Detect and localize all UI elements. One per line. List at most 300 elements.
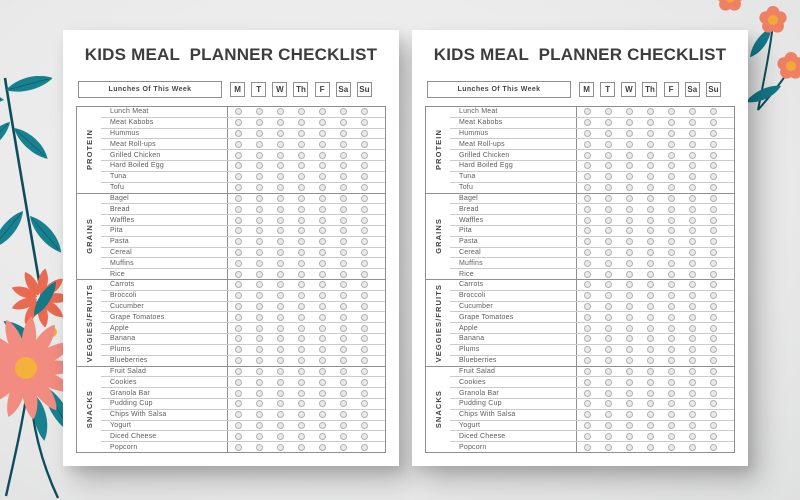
meal-checkbox[interactable]	[319, 357, 326, 364]
meal-checkbox[interactable]	[340, 206, 347, 213]
meal-checkbox[interactable]	[647, 217, 654, 224]
meal-checkbox[interactable]	[605, 281, 612, 288]
meal-checkbox[interactable]	[605, 206, 612, 213]
meal-checkbox[interactable]	[626, 206, 633, 213]
meal-checkbox[interactable]	[605, 292, 612, 299]
meal-checkbox[interactable]	[605, 379, 612, 386]
meal-checkbox[interactable]	[235, 411, 242, 418]
meal-checkbox[interactable]	[584, 238, 591, 245]
meal-checkbox[interactable]	[689, 206, 696, 213]
meal-checkbox[interactable]	[319, 108, 326, 115]
meal-checkbox[interactable]	[235, 119, 242, 126]
meal-checkbox[interactable]	[668, 281, 675, 288]
meal-checkbox[interactable]	[668, 444, 675, 451]
meal-checkbox[interactable]	[626, 141, 633, 148]
meal-checkbox[interactable]	[298, 206, 305, 213]
meal-checkbox[interactable]	[584, 227, 591, 234]
meal-checkbox[interactable]	[277, 433, 284, 440]
meal-checkbox[interactable]	[584, 390, 591, 397]
meal-checkbox[interactable]	[647, 292, 654, 299]
meal-checkbox[interactable]	[626, 422, 633, 429]
meal-checkbox[interactable]	[256, 249, 263, 256]
meal-checkbox[interactable]	[340, 357, 347, 364]
meal-checkbox[interactable]	[277, 119, 284, 126]
meal-checkbox[interactable]	[647, 390, 654, 397]
meal-checkbox[interactable]	[605, 108, 612, 115]
meal-checkbox[interactable]	[319, 335, 326, 342]
meal-checkbox[interactable]	[277, 357, 284, 364]
meal-checkbox[interactable]	[668, 119, 675, 126]
meal-checkbox[interactable]	[340, 130, 347, 137]
meal-checkbox[interactable]	[319, 281, 326, 288]
meal-checkbox[interactable]	[647, 141, 654, 148]
meal-checkbox[interactable]	[235, 184, 242, 191]
meal-checkbox[interactable]	[584, 195, 591, 202]
meal-checkbox[interactable]	[626, 390, 633, 397]
meal-checkbox[interactable]	[256, 390, 263, 397]
meal-checkbox[interactable]	[689, 379, 696, 386]
meal-checkbox[interactable]	[361, 260, 368, 267]
meal-checkbox[interactable]	[647, 411, 654, 418]
meal-checkbox[interactable]	[647, 152, 654, 159]
meal-checkbox[interactable]	[689, 303, 696, 310]
meal-checkbox[interactable]	[626, 108, 633, 115]
meal-checkbox[interactable]	[626, 314, 633, 321]
meal-checkbox[interactable]	[647, 433, 654, 440]
meal-checkbox[interactable]	[647, 335, 654, 342]
meal-checkbox[interactable]	[277, 346, 284, 353]
meal-checkbox[interactable]	[361, 357, 368, 364]
meal-checkbox[interactable]	[584, 444, 591, 451]
meal-checkbox[interactable]	[256, 314, 263, 321]
meal-checkbox[interactable]	[584, 314, 591, 321]
meal-checkbox[interactable]	[235, 217, 242, 224]
meal-checkbox[interactable]	[361, 271, 368, 278]
meal-checkbox[interactable]	[361, 227, 368, 234]
meal-checkbox[interactable]	[256, 141, 263, 148]
meal-checkbox[interactable]	[626, 271, 633, 278]
meal-checkbox[interactable]	[647, 281, 654, 288]
meal-checkbox[interactable]	[256, 433, 263, 440]
meal-checkbox[interactable]	[277, 108, 284, 115]
meal-checkbox[interactable]	[256, 444, 263, 451]
meal-checkbox[interactable]	[277, 173, 284, 180]
meal-checkbox[interactable]	[626, 400, 633, 407]
meal-checkbox[interactable]	[319, 325, 326, 332]
meal-checkbox[interactable]	[605, 444, 612, 451]
meal-checkbox[interactable]	[689, 141, 696, 148]
meal-checkbox[interactable]	[298, 346, 305, 353]
meal-checkbox[interactable]	[710, 346, 717, 353]
meal-checkbox[interactable]	[361, 379, 368, 386]
meal-checkbox[interactable]	[626, 260, 633, 267]
meal-checkbox[interactable]	[584, 368, 591, 375]
meal-checkbox[interactable]	[340, 281, 347, 288]
meal-checkbox[interactable]	[647, 260, 654, 267]
meal-checkbox[interactable]	[235, 390, 242, 397]
meal-checkbox[interactable]	[584, 303, 591, 310]
meal-checkbox[interactable]	[710, 433, 717, 440]
meal-checkbox[interactable]	[689, 162, 696, 169]
meal-checkbox[interactable]	[277, 152, 284, 159]
meal-checkbox[interactable]	[668, 422, 675, 429]
meal-checkbox[interactable]	[361, 162, 368, 169]
meal-checkbox[interactable]	[626, 195, 633, 202]
meal-checkbox[interactable]	[584, 357, 591, 364]
meal-checkbox[interactable]	[235, 325, 242, 332]
meal-checkbox[interactable]	[584, 130, 591, 137]
meal-checkbox[interactable]	[626, 249, 633, 256]
meal-checkbox[interactable]	[584, 411, 591, 418]
meal-checkbox[interactable]	[689, 314, 696, 321]
meal-checkbox[interactable]	[277, 325, 284, 332]
meal-checkbox[interactable]	[319, 227, 326, 234]
meal-checkbox[interactable]	[298, 227, 305, 234]
meal-checkbox[interactable]	[256, 130, 263, 137]
meal-checkbox[interactable]	[319, 173, 326, 180]
meal-checkbox[interactable]	[626, 303, 633, 310]
meal-checkbox[interactable]	[319, 217, 326, 224]
meal-checkbox[interactable]	[689, 368, 696, 375]
meal-checkbox[interactable]	[647, 173, 654, 180]
meal-checkbox[interactable]	[689, 357, 696, 364]
meal-checkbox[interactable]	[584, 249, 591, 256]
meal-checkbox[interactable]	[710, 260, 717, 267]
meal-checkbox[interactable]	[361, 184, 368, 191]
meal-checkbox[interactable]	[298, 433, 305, 440]
meal-checkbox[interactable]	[319, 314, 326, 321]
meal-checkbox[interactable]	[319, 379, 326, 386]
meal-checkbox[interactable]	[235, 346, 242, 353]
meal-checkbox[interactable]	[361, 314, 368, 321]
meal-checkbox[interactable]	[256, 227, 263, 234]
meal-checkbox[interactable]	[277, 195, 284, 202]
meal-checkbox[interactable]	[647, 379, 654, 386]
meal-checkbox[interactable]	[668, 400, 675, 407]
meal-checkbox[interactable]	[298, 195, 305, 202]
meal-checkbox[interactable]	[668, 303, 675, 310]
meal-checkbox[interactable]	[668, 368, 675, 375]
meal-checkbox[interactable]	[361, 173, 368, 180]
meal-checkbox[interactable]	[361, 206, 368, 213]
meal-checkbox[interactable]	[689, 281, 696, 288]
meal-checkbox[interactable]	[340, 152, 347, 159]
meal-checkbox[interactable]	[689, 346, 696, 353]
meal-checkbox[interactable]	[584, 335, 591, 342]
meal-checkbox[interactable]	[235, 141, 242, 148]
meal-checkbox[interactable]	[647, 357, 654, 364]
meal-checkbox[interactable]	[340, 119, 347, 126]
meal-checkbox[interactable]	[277, 281, 284, 288]
meal-checkbox[interactable]	[647, 422, 654, 429]
meal-checkbox[interactable]	[668, 206, 675, 213]
meal-checkbox[interactable]	[235, 195, 242, 202]
meal-checkbox[interactable]	[277, 411, 284, 418]
meal-checkbox[interactable]	[584, 260, 591, 267]
meal-checkbox[interactable]	[626, 411, 633, 418]
meal-checkbox[interactable]	[710, 217, 717, 224]
meal-checkbox[interactable]	[668, 217, 675, 224]
meal-checkbox[interactable]	[605, 346, 612, 353]
meal-checkbox[interactable]	[710, 411, 717, 418]
meal-checkbox[interactable]	[361, 249, 368, 256]
meal-checkbox[interactable]	[298, 325, 305, 332]
meal-checkbox[interactable]	[298, 173, 305, 180]
meal-checkbox[interactable]	[710, 422, 717, 429]
meal-checkbox[interactable]	[319, 249, 326, 256]
meal-checkbox[interactable]	[605, 141, 612, 148]
meal-checkbox[interactable]	[340, 249, 347, 256]
meal-checkbox[interactable]	[298, 217, 305, 224]
meal-checkbox[interactable]	[626, 346, 633, 353]
meal-checkbox[interactable]	[689, 184, 696, 191]
meal-checkbox[interactable]	[647, 325, 654, 332]
meal-checkbox[interactable]	[605, 325, 612, 332]
meal-checkbox[interactable]	[647, 346, 654, 353]
meal-checkbox[interactable]	[647, 303, 654, 310]
meal-checkbox[interactable]	[584, 206, 591, 213]
meal-checkbox[interactable]	[319, 260, 326, 267]
meal-checkbox[interactable]	[298, 260, 305, 267]
meal-checkbox[interactable]	[710, 379, 717, 386]
meal-checkbox[interactable]	[340, 335, 347, 342]
meal-checkbox[interactable]	[298, 152, 305, 159]
meal-checkbox[interactable]	[298, 271, 305, 278]
meal-checkbox[interactable]	[235, 271, 242, 278]
meal-checkbox[interactable]	[710, 292, 717, 299]
meal-checkbox[interactable]	[235, 227, 242, 234]
meal-checkbox[interactable]	[277, 422, 284, 429]
meal-checkbox[interactable]	[340, 162, 347, 169]
meal-checkbox[interactable]	[361, 422, 368, 429]
meal-checkbox[interactable]	[710, 108, 717, 115]
meal-checkbox[interactable]	[277, 184, 284, 191]
meal-checkbox[interactable]	[340, 292, 347, 299]
meal-checkbox[interactable]	[361, 238, 368, 245]
meal-checkbox[interactable]	[319, 444, 326, 451]
meal-checkbox[interactable]	[340, 303, 347, 310]
meal-checkbox[interactable]	[605, 119, 612, 126]
meal-checkbox[interactable]	[319, 422, 326, 429]
meal-checkbox[interactable]	[235, 206, 242, 213]
meal-checkbox[interactable]	[605, 422, 612, 429]
meal-checkbox[interactable]	[647, 162, 654, 169]
meal-checkbox[interactable]	[235, 292, 242, 299]
meal-checkbox[interactable]	[584, 281, 591, 288]
meal-checkbox[interactable]	[626, 335, 633, 342]
meal-checkbox[interactable]	[361, 335, 368, 342]
meal-checkbox[interactable]	[319, 195, 326, 202]
meal-checkbox[interactable]	[584, 346, 591, 353]
meal-checkbox[interactable]	[710, 162, 717, 169]
meal-checkbox[interactable]	[626, 130, 633, 137]
meal-checkbox[interactable]	[668, 325, 675, 332]
meal-checkbox[interactable]	[235, 368, 242, 375]
meal-checkbox[interactable]	[584, 217, 591, 224]
meal-checkbox[interactable]	[235, 422, 242, 429]
meal-checkbox[interactable]	[319, 368, 326, 375]
meal-checkbox[interactable]	[647, 314, 654, 321]
meal-checkbox[interactable]	[361, 130, 368, 137]
meal-checkbox[interactable]	[340, 227, 347, 234]
meal-checkbox[interactable]	[340, 108, 347, 115]
meal-checkbox[interactable]	[361, 281, 368, 288]
meal-checkbox[interactable]	[298, 281, 305, 288]
meal-checkbox[interactable]	[256, 335, 263, 342]
meal-checkbox[interactable]	[626, 357, 633, 364]
meal-checkbox[interactable]	[319, 411, 326, 418]
meal-checkbox[interactable]	[256, 173, 263, 180]
meal-checkbox[interactable]	[277, 400, 284, 407]
meal-checkbox[interactable]	[626, 184, 633, 191]
meal-checkbox[interactable]	[340, 346, 347, 353]
meal-checkbox[interactable]	[689, 173, 696, 180]
meal-checkbox[interactable]	[298, 444, 305, 451]
meal-checkbox[interactable]	[235, 335, 242, 342]
meal-checkbox[interactable]	[668, 141, 675, 148]
meal-checkbox[interactable]	[319, 346, 326, 353]
meal-checkbox[interactable]	[605, 227, 612, 234]
meal-checkbox[interactable]	[361, 346, 368, 353]
meal-checkbox[interactable]	[235, 249, 242, 256]
meal-checkbox[interactable]	[626, 368, 633, 375]
meal-checkbox[interactable]	[298, 238, 305, 245]
meal-checkbox[interactable]	[340, 141, 347, 148]
meal-checkbox[interactable]	[256, 422, 263, 429]
meal-checkbox[interactable]	[710, 119, 717, 126]
meal-checkbox[interactable]	[584, 162, 591, 169]
meal-checkbox[interactable]	[710, 238, 717, 245]
meal-checkbox[interactable]	[605, 400, 612, 407]
meal-checkbox[interactable]	[668, 411, 675, 418]
meal-checkbox[interactable]	[235, 433, 242, 440]
meal-checkbox[interactable]	[605, 314, 612, 321]
meal-checkbox[interactable]	[235, 400, 242, 407]
meal-checkbox[interactable]	[235, 314, 242, 321]
meal-checkbox[interactable]	[689, 119, 696, 126]
meal-checkbox[interactable]	[710, 141, 717, 148]
meal-checkbox[interactable]	[626, 119, 633, 126]
meal-checkbox[interactable]	[710, 281, 717, 288]
meal-checkbox[interactable]	[710, 130, 717, 137]
meal-checkbox[interactable]	[689, 130, 696, 137]
meal-checkbox[interactable]	[626, 292, 633, 299]
meal-checkbox[interactable]	[647, 238, 654, 245]
meal-checkbox[interactable]	[647, 119, 654, 126]
meal-checkbox[interactable]	[668, 249, 675, 256]
meal-checkbox[interactable]	[626, 217, 633, 224]
meal-checkbox[interactable]	[710, 357, 717, 364]
meal-checkbox[interactable]	[277, 390, 284, 397]
meal-checkbox[interactable]	[256, 292, 263, 299]
meal-checkbox[interactable]	[605, 390, 612, 397]
meal-checkbox[interactable]	[689, 335, 696, 342]
meal-checkbox[interactable]	[361, 292, 368, 299]
meal-checkbox[interactable]	[340, 325, 347, 332]
meal-checkbox[interactable]	[361, 400, 368, 407]
meal-checkbox[interactable]	[298, 400, 305, 407]
meal-checkbox[interactable]	[584, 173, 591, 180]
meal-checkbox[interactable]	[668, 162, 675, 169]
meal-checkbox[interactable]	[710, 314, 717, 321]
meal-checkbox[interactable]	[319, 162, 326, 169]
meal-checkbox[interactable]	[668, 346, 675, 353]
meal-checkbox[interactable]	[605, 335, 612, 342]
meal-checkbox[interactable]	[584, 271, 591, 278]
meal-checkbox[interactable]	[298, 130, 305, 137]
meal-checkbox[interactable]	[361, 141, 368, 148]
meal-checkbox[interactable]	[361, 152, 368, 159]
meal-checkbox[interactable]	[361, 325, 368, 332]
meal-checkbox[interactable]	[361, 119, 368, 126]
meal-checkbox[interactable]	[298, 303, 305, 310]
meal-checkbox[interactable]	[584, 379, 591, 386]
meal-checkbox[interactable]	[584, 119, 591, 126]
meal-checkbox[interactable]	[710, 390, 717, 397]
meal-checkbox[interactable]	[710, 271, 717, 278]
meal-checkbox[interactable]	[584, 400, 591, 407]
meal-checkbox[interactable]	[340, 184, 347, 191]
meal-checkbox[interactable]	[340, 314, 347, 321]
meal-checkbox[interactable]	[256, 271, 263, 278]
meal-checkbox[interactable]	[689, 411, 696, 418]
meal-checkbox[interactable]	[256, 325, 263, 332]
meal-checkbox[interactable]	[689, 249, 696, 256]
meal-checkbox[interactable]	[319, 206, 326, 213]
meal-checkbox[interactable]	[340, 433, 347, 440]
meal-checkbox[interactable]	[256, 184, 263, 191]
meal-checkbox[interactable]	[361, 217, 368, 224]
meal-checkbox[interactable]	[605, 303, 612, 310]
meal-checkbox[interactable]	[319, 141, 326, 148]
meal-checkbox[interactable]	[605, 184, 612, 191]
meal-checkbox[interactable]	[647, 130, 654, 137]
meal-checkbox[interactable]	[647, 368, 654, 375]
meal-checkbox[interactable]	[689, 444, 696, 451]
meal-checkbox[interactable]	[605, 217, 612, 224]
meal-checkbox[interactable]	[298, 411, 305, 418]
meal-checkbox[interactable]	[710, 400, 717, 407]
meal-checkbox[interactable]	[340, 411, 347, 418]
meal-checkbox[interactable]	[256, 162, 263, 169]
meal-checkbox[interactable]	[235, 173, 242, 180]
meal-checkbox[interactable]	[710, 227, 717, 234]
meal-checkbox[interactable]	[340, 195, 347, 202]
meal-checkbox[interactable]	[256, 346, 263, 353]
meal-checkbox[interactable]	[710, 206, 717, 213]
meal-checkbox[interactable]	[298, 390, 305, 397]
meal-checkbox[interactable]	[710, 335, 717, 342]
meal-checkbox[interactable]	[626, 433, 633, 440]
meal-checkbox[interactable]	[647, 271, 654, 278]
meal-checkbox[interactable]	[689, 217, 696, 224]
meal-checkbox[interactable]	[668, 227, 675, 234]
meal-checkbox[interactable]	[298, 422, 305, 429]
meal-checkbox[interactable]	[256, 217, 263, 224]
meal-checkbox[interactable]	[256, 379, 263, 386]
meal-checkbox[interactable]	[298, 184, 305, 191]
meal-checkbox[interactable]	[256, 368, 263, 375]
meal-checkbox[interactable]	[689, 238, 696, 245]
meal-checkbox[interactable]	[256, 119, 263, 126]
meal-checkbox[interactable]	[235, 152, 242, 159]
meal-checkbox[interactable]	[235, 260, 242, 267]
meal-checkbox[interactable]	[298, 108, 305, 115]
meal-checkbox[interactable]	[626, 238, 633, 245]
meal-checkbox[interactable]	[605, 368, 612, 375]
meal-checkbox[interactable]	[689, 400, 696, 407]
meal-checkbox[interactable]	[689, 108, 696, 115]
